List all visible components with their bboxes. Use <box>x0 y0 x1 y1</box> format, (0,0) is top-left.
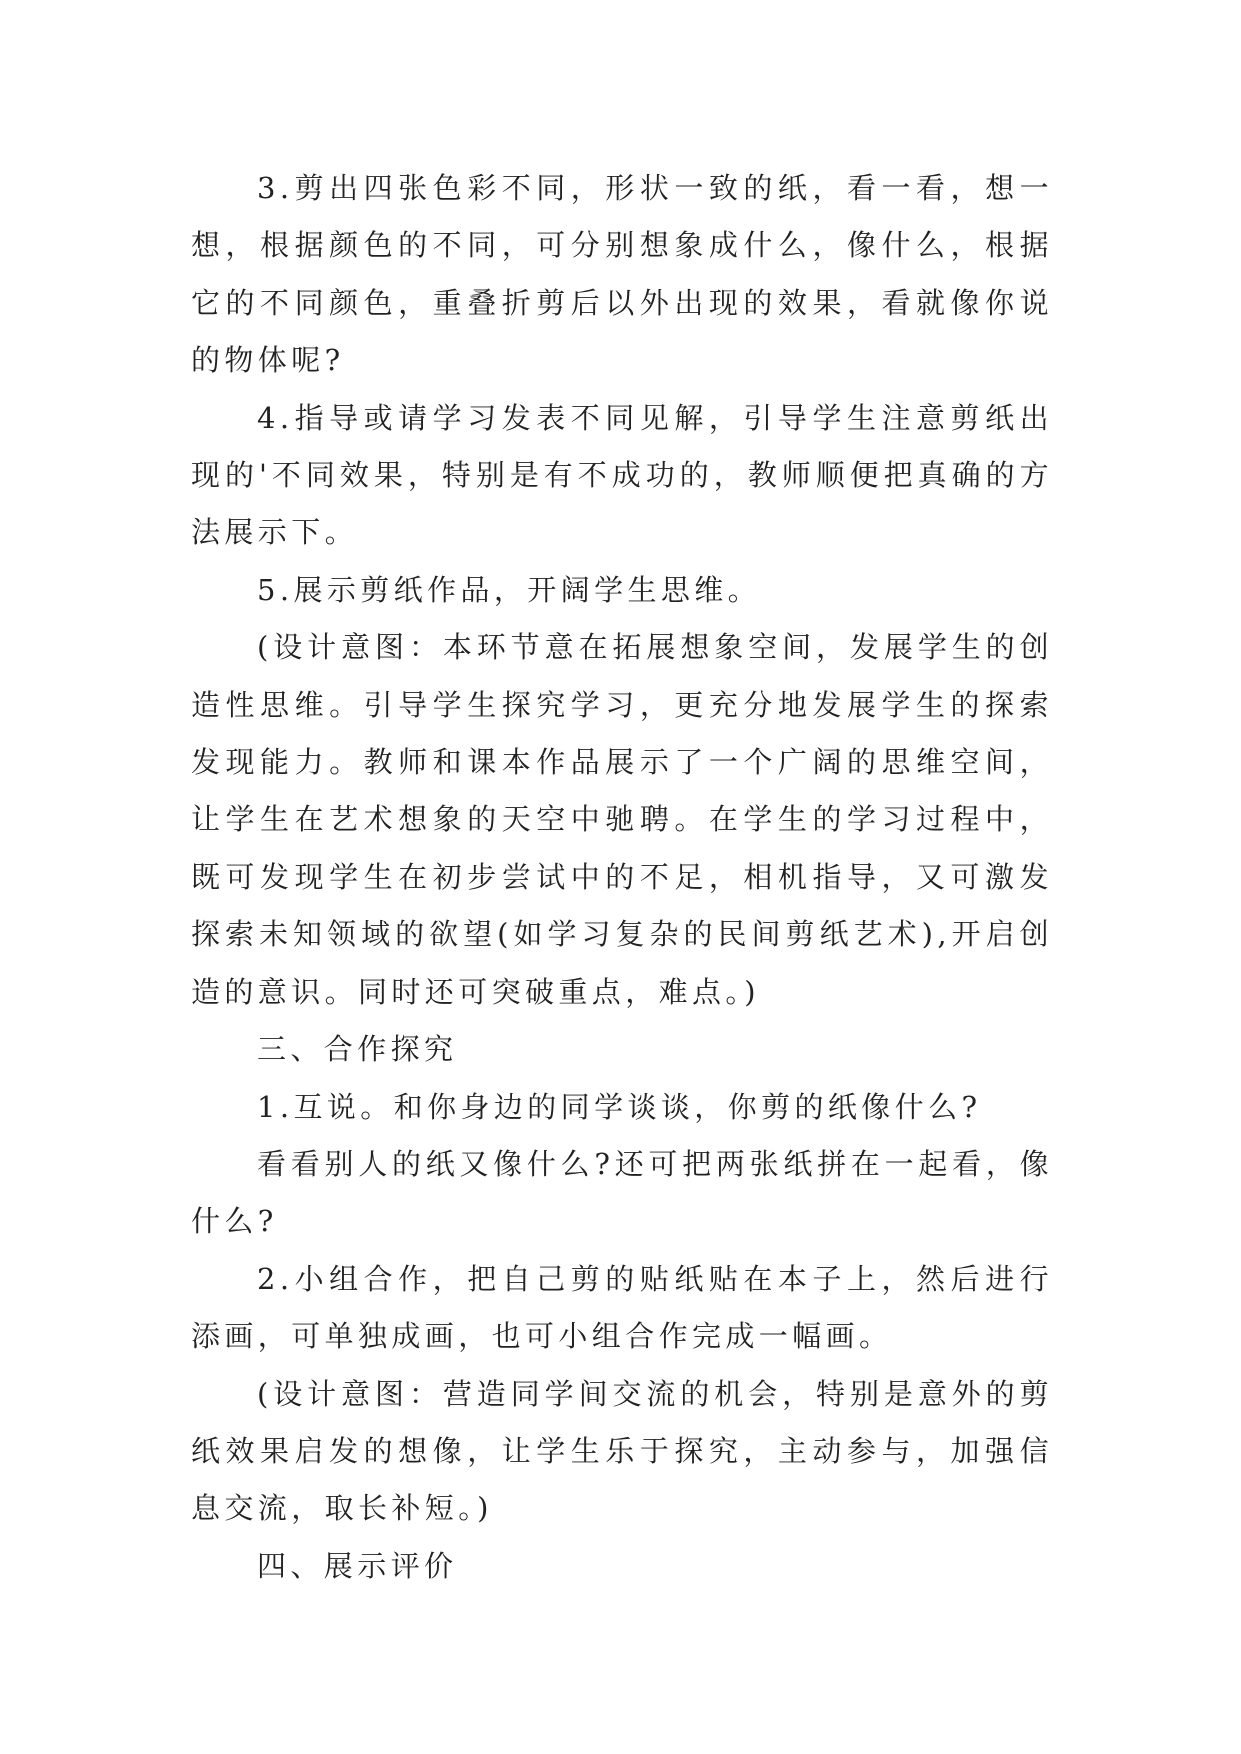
document-page <box>191 160 1053 1595</box>
paragraph-step-4: 4.指导或请学习发表不同见解，引导学生注意剪纸出现的'不同效果，特别是有不成功的，教师顺便把真确的方法展示下。 <box>191 400 1053 550</box>
paragraph-design-intent-1: (设计意图：本环节意在拓展想象空间，发展学生的创造性思维。引导学生探究学习，更充分地发展学生的探索发现能力。教师和课本作品展示了一个广阔的思维空间，让学生在艺术想象的天空中驰聘。在学生的学习过程中，既可发现学生在初步尝试中的不足，相机指导，又可激发探索未知领域的欲望(如学习复杂的民间剪纸艺术),开启创造的意识。同时还可突破重点，难点。) <box>191 630 1053 1009</box>
paragraph-mutual-talk: 1.互说。和你身边的同学谈谈，你剪的纸像什么? <box>257 1089 982 1124</box>
paragraph-group-work: 2.小组合作，把自己剪的贴纸贴在本子上，然后进行添画，可单独成画，也可小组合作完成一幅画。 <box>191 1261 1053 1354</box>
section-heading-cooperation: 三、合作探究 <box>257 1032 458 1067</box>
paragraph-step-5: 5.展示剪纸作品，开阔学生思维。 <box>257 572 762 607</box>
paragraph-design-intent-2: (设计意图：营造同学间交流的机会，特别是意外的剪纸效果启发的想像，让学生乐于探究，主动参与，加强信息交流，取长补短。) <box>191 1376 1053 1526</box>
paragraph-step-3: 3.剪出四张色彩不同，形状一致的纸，看一看，想一想，根据颜色的不同，可分别想象成什么，像什么，根据它的不同颜色，重叠折剪后以外出现的效果，看就像你说的物体呢? <box>191 171 1053 378</box>
section-heading-evaluation: 四、展示评价 <box>257 1548 458 1583</box>
paragraph-look-others: 看看别人的纸又像什么?还可把两张纸拼在一起看，像什么? <box>191 1146 1053 1239</box>
